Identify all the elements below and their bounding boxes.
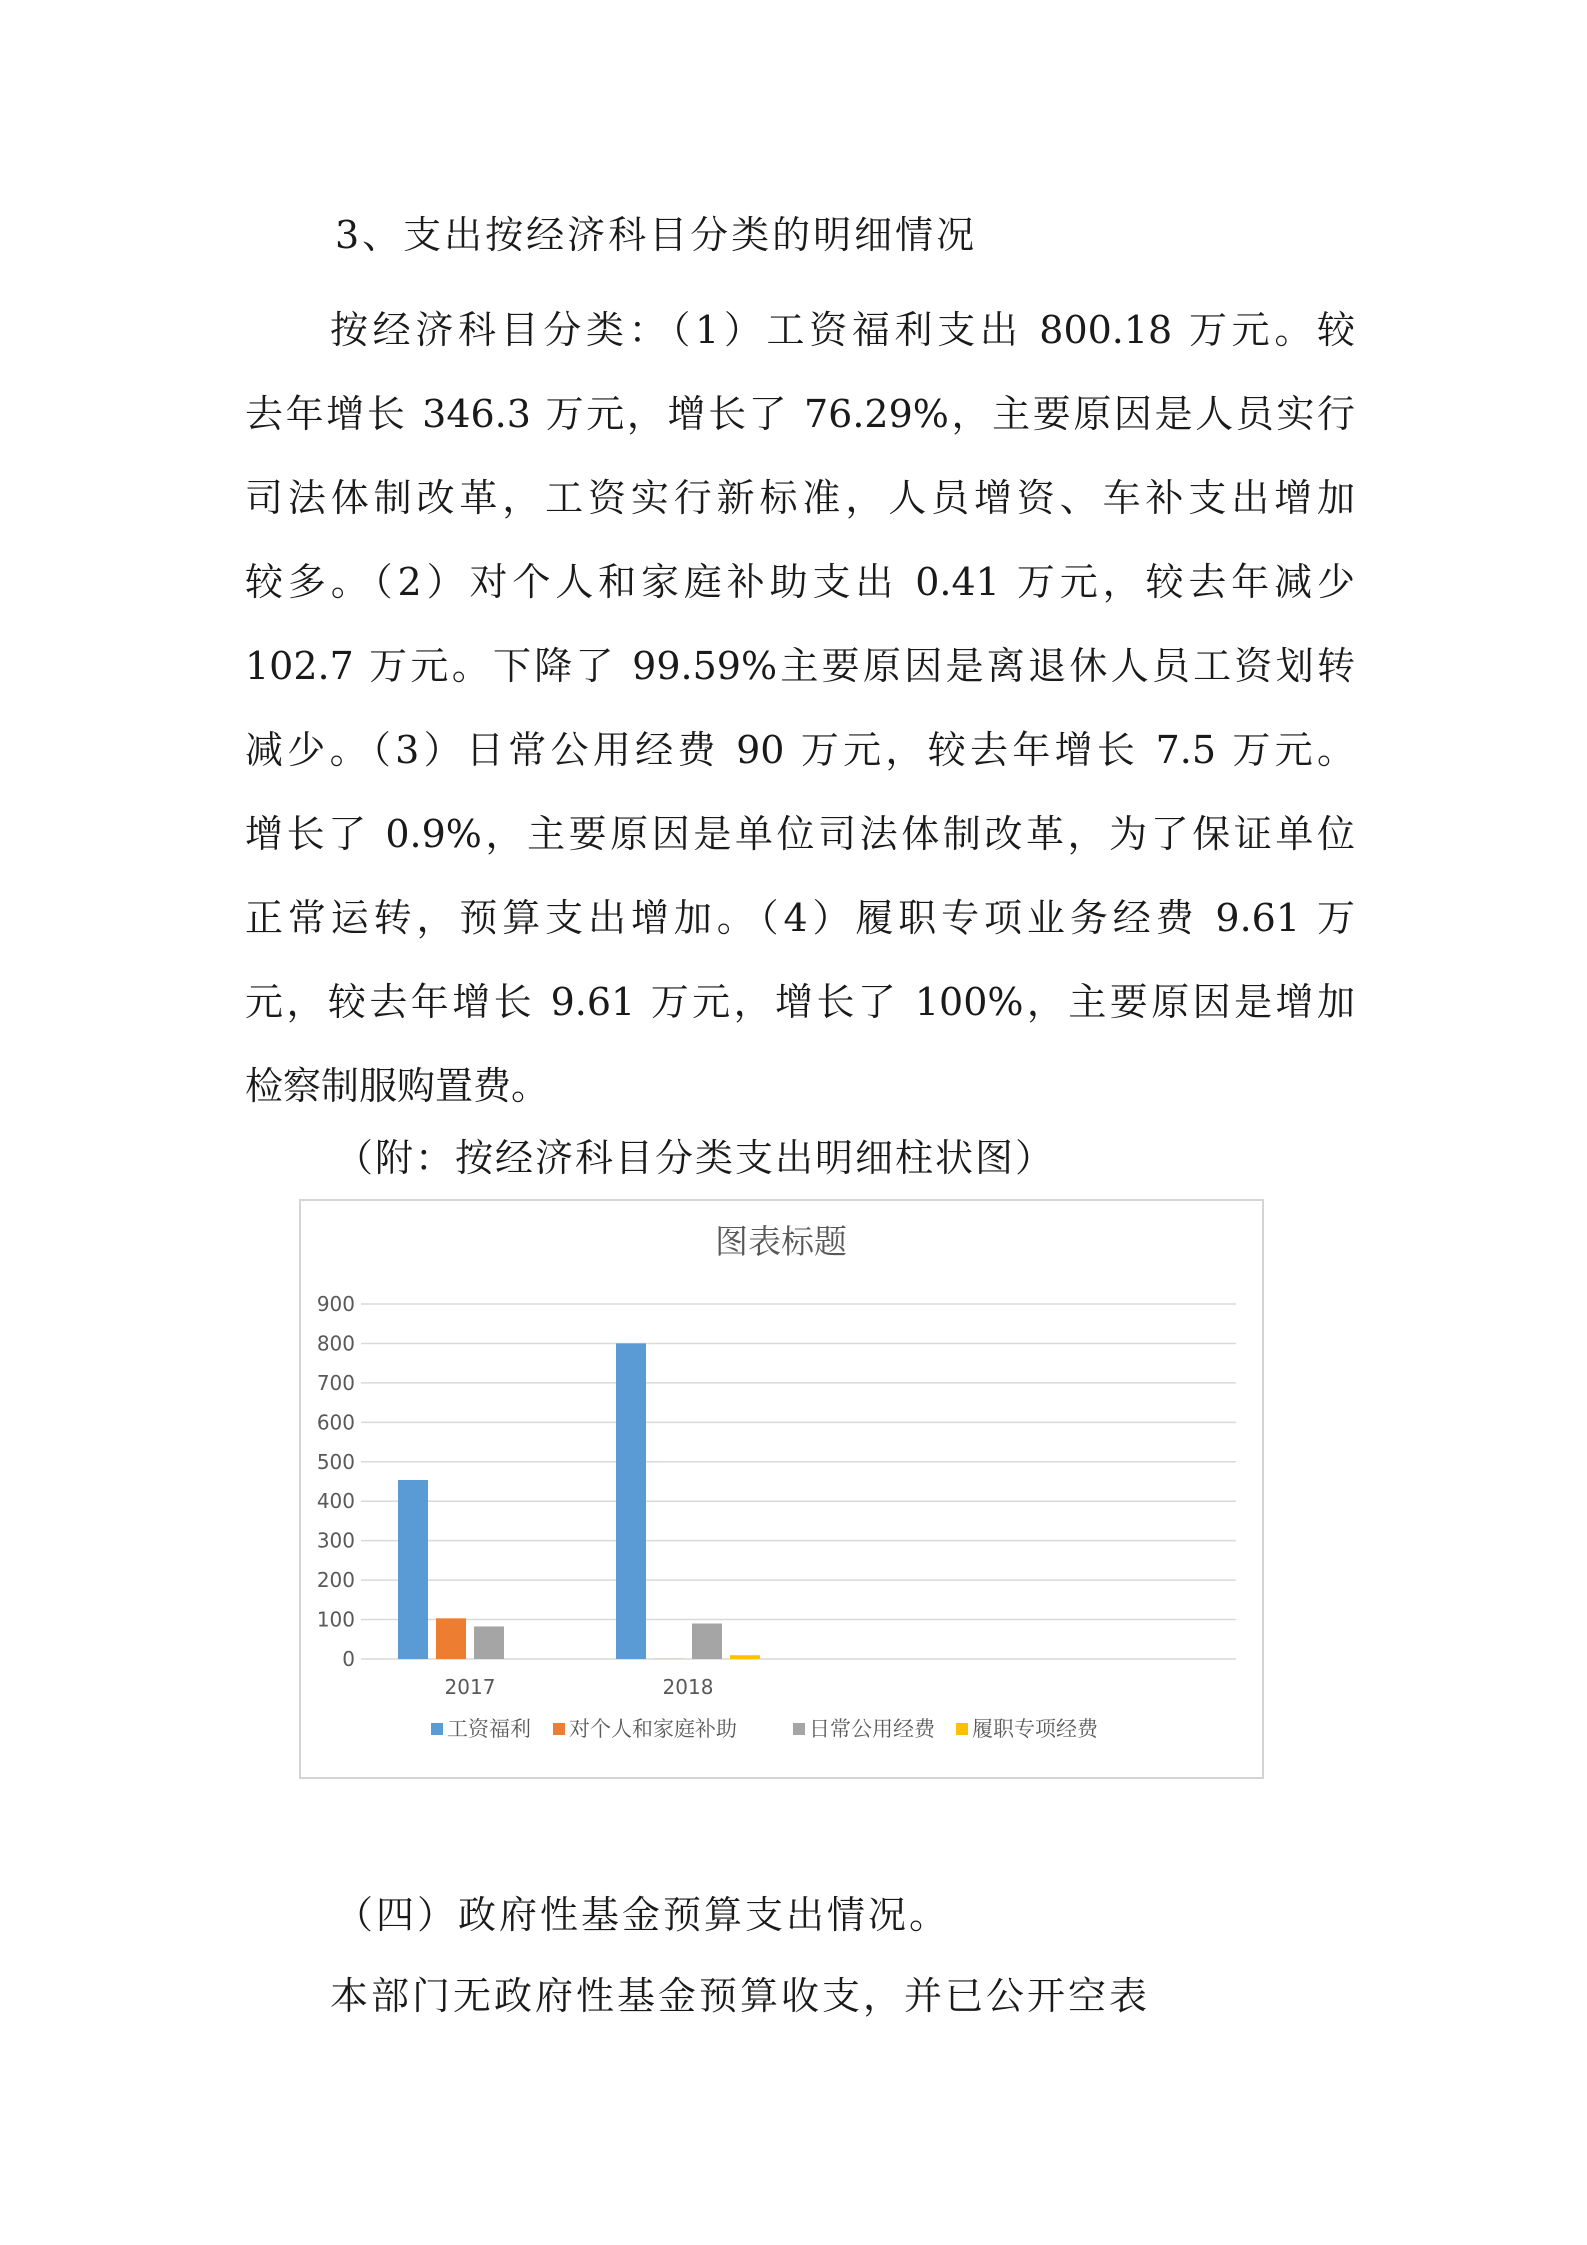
bar-2018-series-3 [730, 1655, 760, 1659]
chart-legend [431, 1717, 1099, 1741]
legend-entry [431, 1717, 531, 1741]
y-tick-label: 800 [316, 1331, 355, 1356]
paragraph-line: 较多。（2）对个人和家庭补助支出 0.41 万元，较去年减少 [245, 560, 1355, 604]
chart-title: 图表标题 [715, 1222, 847, 1261]
paragraph-line: 增长了 0.9%，主要原因是单位司法体制改革，为了保证单位 [245, 812, 1355, 856]
bar-2018-series-2 [692, 1624, 722, 1660]
legend-entry [793, 1717, 936, 1741]
paragraph-line: 去年增长 346.3 万元，增长了 76.29%，主要原因是人员实行 [245, 392, 1355, 436]
paragraph-line: 正常运转，预算支出增加。（4）履职专项业务经费 9.61 万 [245, 896, 1355, 940]
subsection-heading: 3、支出按经济科目分类的明细情况 [335, 213, 978, 257]
legend-swatch [431, 1723, 443, 1735]
section-body-text: 本部门无政府性基金预算收支，并已公开空表 [330, 1974, 1151, 2018]
legend-label: 对个人和家庭补助 [569, 1717, 737, 1741]
chart-x-axis [445, 1675, 714, 1699]
paragraph-line: 司法体制改革，工资实行新标准，人员增资、车补支出增加 [245, 476, 1355, 520]
y-tick-label: 300 [316, 1528, 355, 1553]
legend-entry [553, 1717, 737, 1741]
paragraph-line: 检察制服购置费。 [245, 1064, 550, 1108]
y-tick-label: 500 [316, 1449, 355, 1474]
chart-caption: （附：按经济科目分类支出明细柱状图） [335, 1136, 1056, 1180]
bar-2017-series-0 [398, 1480, 428, 1659]
legend-swatch [956, 1723, 968, 1735]
y-tick-label: 600 [316, 1410, 355, 1435]
legend-label: 履职专项经费 [972, 1717, 1098, 1741]
y-tick-label: 0 [342, 1647, 355, 1671]
bar-2017-series-2 [474, 1626, 504, 1659]
legend-swatch [793, 1723, 805, 1735]
legend-label: 工资福利 [447, 1717, 531, 1741]
section-title: （四）政府性基金预算支出情况。 [335, 1893, 951, 1937]
economic-classification-paragraph [245, 288, 1355, 1128]
bar-chart-svg [301, 1201, 1262, 1777]
y-tick-label: 200 [316, 1568, 355, 1593]
bar-2017-series-1 [436, 1618, 466, 1659]
chart-y-axis [317, 1292, 355, 1671]
paragraph-line: 元，较去年增长 9.61 万元，增长了 100%，主要原因是增加 [245, 980, 1355, 1024]
y-tick-label: 400 [316, 1489, 355, 1514]
legend-label: 日常公用经费 [809, 1717, 935, 1741]
paragraph-line: 减少。（3）日常公用经费 90 万元，较去年增长 7.5 万元。 [245, 728, 1355, 772]
x-tick-label: 2018 [662, 1675, 714, 1699]
chart-gridlines [361, 1304, 1236, 1659]
paragraph-line: 按经济科目分类：（1）工资福利支出 800.18 万元。较 [330, 308, 1355, 352]
x-tick-label: 2017 [444, 1675, 496, 1699]
y-tick-label: 900 [316, 1292, 355, 1316]
paragraph-line: 102.7 万元。下降了 99.59%主要原因是离退休人员工资划转 [245, 644, 1355, 688]
legend-swatch [553, 1723, 565, 1735]
bar-chart [299, 1199, 1264, 1779]
y-tick-label: 100 [316, 1607, 355, 1632]
y-tick-label: 700 [316, 1370, 355, 1395]
bar-2018-series-0 [616, 1343, 646, 1659]
legend-entry [956, 1717, 1099, 1741]
